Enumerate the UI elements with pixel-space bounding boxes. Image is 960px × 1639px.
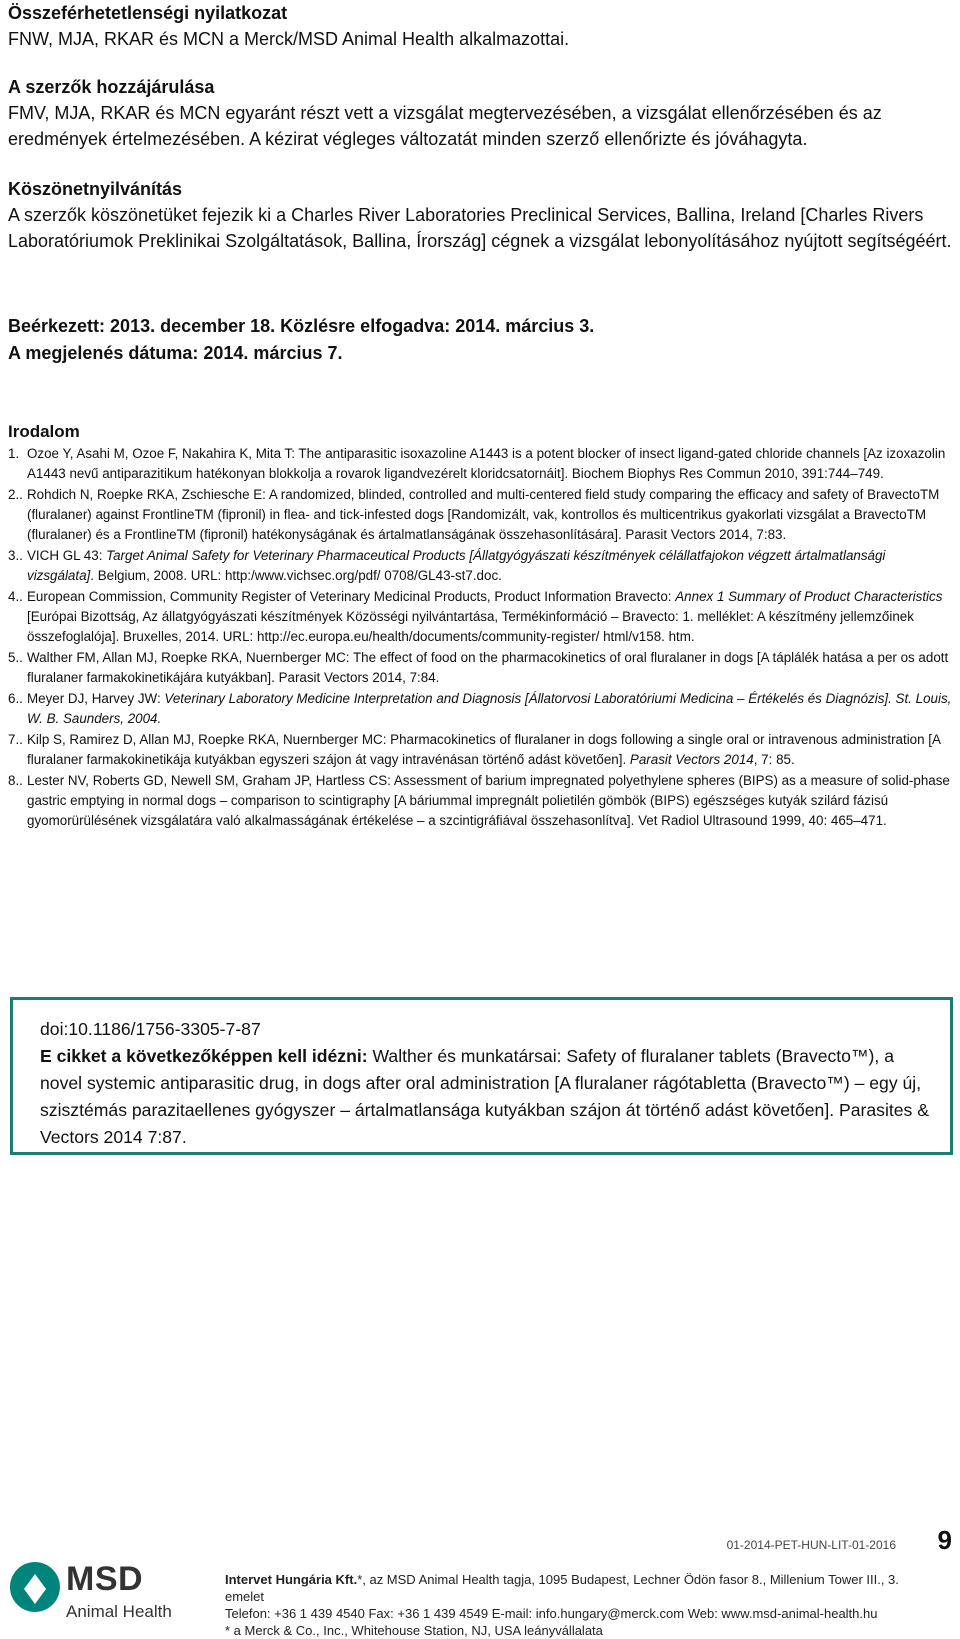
address-line-1 [225, 1571, 925, 1605]
reference-text: Rohdich N, Roepke RKA, Zschiesche E: A randomized, blinded, controlled and multi-centered field study comparing the efficacy and safety of BravectoTM (fluralaner) against FrontlineTM (fipronil) in flea- and tick-infested dogs [Randomizált, vak, kontrollos és multicentrikus gyakorlati vizsgálat a BravectoTM (fluralaner) és a FrontlineTM (fipronil) hatékonyságának és ártalmatlanságának összehasonlítására]. Parasit Vectors 2014, 7:83. [27, 487, 940, 542]
reference-item [8, 730, 954, 770]
references-title: Irodalom [8, 422, 80, 441]
received-accepted-dates: Beérkezett: 2013. december 18. Közlésre elfogadva: 2014. március 3. [8, 316, 595, 336]
reference-number: 8.. [8, 773, 23, 788]
reference-item [8, 648, 954, 688]
reference-number: 6.. [8, 691, 23, 706]
company-name: Intervet Hungária Kft. [225, 1572, 358, 1587]
reference-item [8, 546, 954, 586]
publication-date: A megjelenés dátuma: 2014. március 7. [8, 343, 343, 363]
reference-text: Kilp S, Ramirez D, Allan MJ, Roepke RKA, Nuernberger MC: Pharmacokinetics of fluralaner in dogs following a single oral or intravenous administration [A fluralaner farmakokinetikája kutyákban egyszeri szájon át vagy intravénásan történő adást követően]. [27, 732, 941, 767]
address-text: *, az MSD Animal Health tagja, 1095 Budapest, Lechner Ödön fasor 8., Millenium Tower III., 3. emelet [225, 1572, 899, 1604]
reference-item [8, 485, 954, 545]
reference-item [8, 587, 954, 647]
conflict-text: FNW, MJA, RKAR és MCN a Merck/MSD Animal Health alkalmazottai. [8, 29, 570, 49]
reference-item [8, 771, 954, 831]
contributions-section [8, 74, 954, 152]
reference-text-tail: , 7: 85. [753, 752, 795, 767]
acknowledgements-section [8, 176, 954, 254]
reference-title-italic: Target Animal Safety for Veterinary Pharmaceutical Products [Állatgyógyászati készítmények célállatfajokon végzett ártalmatlansági vizsgálata] [27, 548, 886, 583]
doi-text: doi:10.1186/1756-3305-7-87 [40, 1019, 261, 1039]
reference-item [8, 689, 954, 729]
acknowledgements-title: Köszönetnyilvánítás [8, 179, 183, 199]
reference-text: Lester NV, Roberts GD, Newell SM, Graham JP, Hartless CS: Assessment of barium impregnated polyethylene spheres (BIPS) as a measure of solid-phase gastric emptying in normal dogs – comparison to scintigraphy [A báriummal impregnált polietilén gömbök (BIPS) egészséges kutyák szilárd fázisú gyomorürülésének vizsgálatára való alkalmasságának értékelése – a szcintigráfiával összehasonlítva]. Vet Radiol Ultrasound 1999, 40: 465–471. [27, 773, 950, 828]
reference-list [8, 444, 954, 831]
reference-number: 4.. [8, 589, 23, 604]
reference-number: 3.. [8, 548, 23, 563]
citation-box [10, 997, 953, 1155]
reference-text-tail: [Európai Bizottság, Az állatgyógyászati készítmények Közösségi nyilvántartása, Termékinformáció – Bravecto: 1. melléklet: A készítmény jellemzőinek összefoglalója]. Bruxelles, 2014. URL: http://ec.europa.eu/health/documents/community-register/ html/v158. htm. [27, 609, 914, 644]
citation-body: Walther és munkatársai: Safety of fluralaner tablets (Bravecto™), a novel systemic antiparasitic drug, in dogs after oral administration [A fluralaner rágótabletta (Bravecto™) – egy új, szisztémás parazitaellenes gyógyszer – ártalmatlansága kutyákban szájon át történő adást követően]. Parasites & Vectors 2014 7:87. [40, 1046, 929, 1147]
reference-item [8, 444, 954, 484]
reference-title-italic: Annex 1 Summary of Product Characteristics [675, 589, 943, 604]
reference-number: 7.. [8, 732, 23, 747]
references-section [8, 420, 954, 832]
reference-text-tail: . Belgium, 2008. URL: http:/www.vichsec.org/pdf/ 0708/GL43-st7.doc. [90, 568, 502, 583]
msd-logo [8, 1560, 208, 1625]
contributions-title: A szerzők hozzájárulása [8, 77, 215, 97]
reference-number: 1. [8, 446, 20, 461]
msd-logo-icon [8, 1560, 62, 1618]
reference-text: Ozoe Y, Asahi M, Ozoe F, Nakahira K, Mita T: The antiparasitic isoxazoline A1443 is a potent blocker of insect ligand-gated chloride channels [Az izoxazolin A1443 nevű antiparazitikum hatékonyan blokkolja a rovarok ligandvezérelt kloridcsatornáit]. Biochem Biophys Res Commun 2010, 391:744–749. [27, 446, 946, 481]
logo-word: MSD [66, 1560, 144, 1598]
citation-label: E cikket a következőképpen kell idézni: [40, 1046, 368, 1066]
contributions-text: FMV, MJA, RKAR és MCN egyaránt részt vett a vizsgálat megtervezésében, a vizsgálat ellenőrzésében és az eredmények értelmezésében. A kézirat végleges változatát minden szerző ellenőrizte és jóváhagyta. [8, 103, 882, 149]
reference-text: Meyer DJ, Harvey JW: [27, 691, 165, 706]
logo-subtitle: Animal Health [66, 1602, 172, 1621]
address-line-2: Telefon: +36 1 439 4540 Fax: +36 1 439 4549 E-mail: info.hungary@merck.com Web: www.msd-animal-health.hu [225, 1606, 878, 1621]
conflict-section [8, 0, 954, 52]
conflict-title: Összeférhetetlenségi nyilatkozat [8, 3, 288, 23]
citation-text [40, 1043, 930, 1151]
address-line-3: * a Merck & Co., Inc., Whitehouse Station, NJ, USA leányvállalata [225, 1623, 603, 1638]
reference-title-italic: Veterinary Laboratory Medicine Interpretation and Diagnosis [Állatorvosi Laboratóriumi Medicina – Értékelés és Diagnózis]. St. Louis, W. B. Saunders, 2004. [27, 691, 952, 726]
reference-title-italic: Parasit Vectors 2014 [629, 752, 754, 767]
reference-number: 5.. [8, 650, 23, 665]
dates-section [8, 313, 954, 367]
reference-text: VICH GL 43: [27, 548, 107, 563]
document-code: 01-2014-PET-HUN-LIT-01-2016 [726, 1538, 896, 1552]
citation-box-content [40, 1016, 930, 1151]
reference-text: European Commission, Community Register of Veterinary Medicinal Products, Product Information Bravecto: [27, 589, 676, 604]
acknowledgements-text: A szerzők köszönetüket fejezik ki a Charles River Laboratories Preclinical Services, Ballina, Ireland [Charles Rivers Laboratóriumok Preklinikai Szolgáltatások, Ballina, Írország] cégnek a vizsgálat lebonyolításához nyújtott segítségéért. [8, 205, 952, 251]
page-number: 9 [937, 1525, 952, 1555]
reference-number: 2.. [8, 487, 23, 502]
reference-text: Walther FM, Allan MJ, Roepke RKA, Nuernberger MC: The effect of food on the pharmacokinetics of oral fluralaner in dogs [A táplálék hatása a per os adott fluralaner farmakokinetikájára kutyákban]. Parasit Vectors 2014, 7:84. [27, 650, 949, 685]
